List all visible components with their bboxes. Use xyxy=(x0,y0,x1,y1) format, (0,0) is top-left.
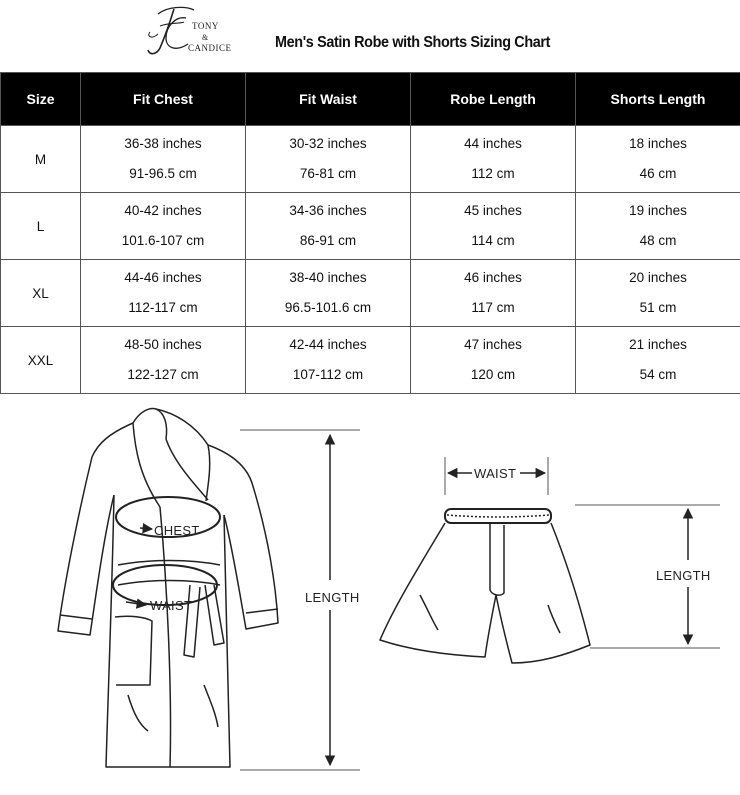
shorts-cm: 48 cm xyxy=(639,233,677,248)
chest-inches: 40-42 inches xyxy=(124,203,202,218)
garment-illustration xyxy=(0,395,740,795)
brand-name-line3: CANDICE xyxy=(188,43,232,53)
robe-inches: 46 inches xyxy=(464,270,522,285)
chest-cm: 112-117 cm xyxy=(128,300,198,315)
header xyxy=(0,0,740,72)
shorts-inches: 19 inches xyxy=(629,203,687,218)
shorts-length-cell xyxy=(576,193,740,260)
waist-cm: 86-91 cm xyxy=(299,233,357,248)
chest-cell xyxy=(81,193,246,260)
shorts-inches: 20 inches xyxy=(629,270,687,285)
chest-cm: 91-96.5 cm xyxy=(129,166,197,181)
shorts-drawing xyxy=(380,509,590,663)
header-shorts-length: Shorts Length xyxy=(576,73,740,126)
shorts-cm: 46 cm xyxy=(639,166,677,181)
robe-waist-label: WAIST xyxy=(150,598,193,613)
shorts-length-cell xyxy=(576,260,740,327)
waist-cm: 96.5-101.6 cm xyxy=(284,300,372,315)
brand-logo xyxy=(140,4,260,60)
shorts-cm: 51 cm xyxy=(639,300,677,315)
robe-cm: 120 cm xyxy=(470,367,516,382)
waist-inches: 38-40 inches xyxy=(289,270,367,285)
robe-length-cell xyxy=(411,260,576,327)
robe-length-cell xyxy=(411,193,576,260)
waist-cell xyxy=(246,193,411,260)
robe-length-cell xyxy=(411,126,576,193)
shorts-cm: 54 cm xyxy=(639,367,677,382)
robe-cm: 117 cm xyxy=(471,300,515,315)
waist-inches: 34-36 inches xyxy=(289,203,367,218)
waist-cell xyxy=(246,126,411,193)
chest-cm: 122-127 cm xyxy=(127,367,199,382)
shorts-length-cell xyxy=(576,126,740,193)
page-title: Men's Satin Robe with Shorts Sizing Chart xyxy=(275,34,551,51)
table-row xyxy=(1,260,740,327)
waist-cm: 107-112 cm xyxy=(292,367,364,382)
header-fit-chest: Fit Chest xyxy=(81,73,246,126)
chest-inches: 44-46 inches xyxy=(124,270,202,285)
waist-inches: 30-32 inches xyxy=(289,136,367,151)
sizing-table xyxy=(0,72,740,394)
size-cell: M xyxy=(1,126,81,193)
chest-cell xyxy=(81,126,246,193)
waist-inches: 42-44 inches xyxy=(289,337,367,352)
robe-inches: 44 inches xyxy=(464,136,522,151)
robe-length-cell xyxy=(411,327,576,394)
robe-cm: 114 cm xyxy=(471,233,515,248)
robe-chest-label: CHEST xyxy=(154,523,200,538)
shorts-inches: 18 inches xyxy=(629,136,687,151)
robe-inches: 47 inches xyxy=(464,337,522,352)
chest-cm: 101.6-107 cm xyxy=(121,233,205,248)
robe-length-label: LENGTH xyxy=(305,590,360,605)
table-row xyxy=(1,126,740,193)
header-robe-length: Robe Length xyxy=(411,73,576,126)
shorts-length-cell xyxy=(576,327,740,394)
shorts-length-label: LENGTH xyxy=(656,568,711,583)
robe-inches: 45 inches xyxy=(464,203,522,218)
chest-inches: 48-50 inches xyxy=(124,337,202,352)
waist-cell xyxy=(246,260,411,327)
robe-drawing xyxy=(58,409,278,767)
waist-cm: 76-81 cm xyxy=(299,166,357,181)
chest-cell xyxy=(81,327,246,394)
chest-cell xyxy=(81,260,246,327)
waist-cell xyxy=(246,327,411,394)
size-cell: L xyxy=(1,193,81,260)
header-size: Size xyxy=(1,73,81,126)
table-row xyxy=(1,327,740,394)
brand-name-line1: TONY xyxy=(192,21,219,31)
table-header-row xyxy=(1,73,740,126)
header-fit-waist: Fit Waist xyxy=(246,73,411,126)
shorts-inches: 21 inches xyxy=(629,337,687,352)
brand-name-ampersand: & xyxy=(202,33,209,42)
size-cell: XL xyxy=(1,260,81,327)
table-row xyxy=(1,193,740,260)
robe-cm: 112 cm xyxy=(471,166,515,181)
measurement-diagram xyxy=(0,395,740,795)
chest-inches: 36-38 inches xyxy=(124,136,202,151)
size-cell: XXL xyxy=(1,327,81,394)
shorts-waist-label: WAIST xyxy=(474,466,517,481)
